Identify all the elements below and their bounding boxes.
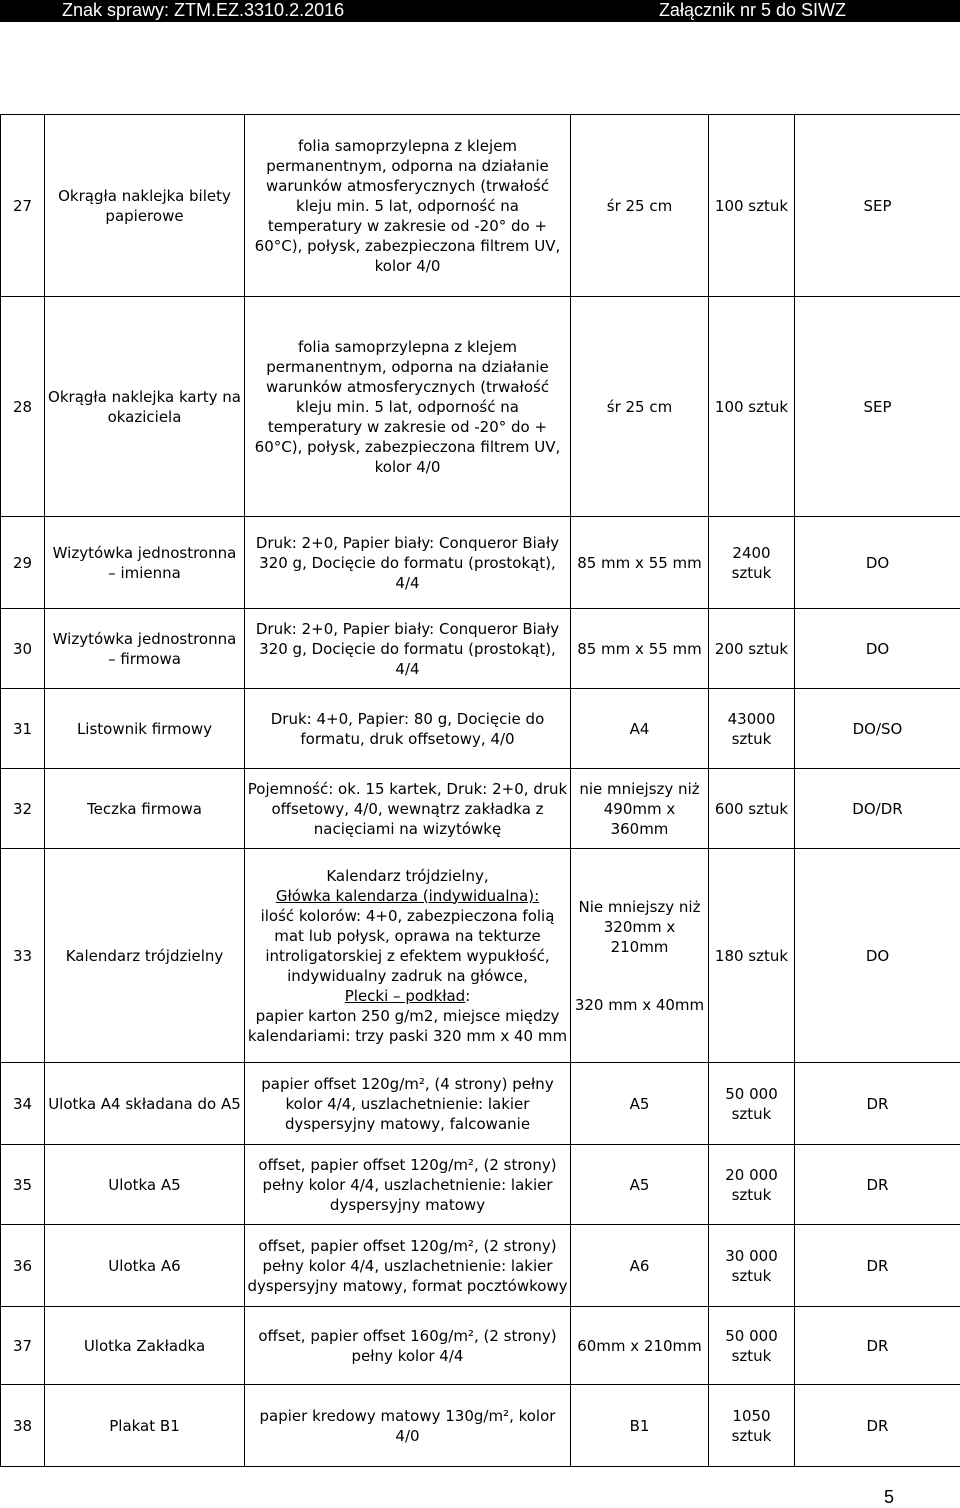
item-description: offset, papier offset 120g/m², (2 strony) pełny kolor 4/4, uszlachetnienie: lakier dyspersyjny matowy, format pocztówkowy bbox=[245, 1225, 571, 1307]
table-row bbox=[1, 1063, 960, 1145]
item-quantity: 50 000 sztuk bbox=[709, 1063, 795, 1145]
row-number: 35 bbox=[1, 1145, 45, 1225]
item-description: Druk: 4+0, Papier: 80 g, Docięcie do formatu, druk offsetowy, 4/0 bbox=[245, 689, 571, 769]
item-name: Wizytówka jednostronna – imienna bbox=[45, 517, 245, 609]
item-dimensions: 60mm x 210mm bbox=[571, 1307, 709, 1385]
table-row bbox=[1, 115, 960, 297]
item-dimensions: B1 bbox=[571, 1385, 709, 1467]
description-line: papier karton 250 g/m2, miejsce między kalendariami: trzy paski 320 mm x 40 mm bbox=[248, 1007, 567, 1045]
item-description: papier offset 120g/m², (4 strony) pełny kolor 4/4, uszlachetnienie: lakier dyspersyjny matowy, falcowanie bbox=[245, 1063, 571, 1145]
row-number: 28 bbox=[1, 297, 45, 517]
item-name: Listownik firmowy bbox=[45, 689, 245, 769]
row-number: 37 bbox=[1, 1307, 45, 1385]
item-name: Ulotka A6 bbox=[45, 1225, 245, 1307]
item-name: Kalendarz trójdzielny bbox=[45, 849, 245, 1063]
item-description: folia samoprzylepna z klejem permanentnym, odporna na działanie warunków atmosferycznych (trwałość kleju min. 5 lat, odporność na temperatury w zakresie od -20° do + 60°C), połysk, zabezpieczona filtrem UV, kolor 4/0 bbox=[245, 297, 571, 517]
item-quantity: 43000 sztuk bbox=[709, 689, 795, 769]
item-name: Ulotka Zakładka bbox=[45, 1307, 245, 1385]
item-dimensions: śr 25 cm bbox=[571, 297, 709, 517]
item-description: offset, papier offset 160g/m², (2 strony) pełny kolor 4/4 bbox=[245, 1307, 571, 1385]
table-row bbox=[1, 1145, 960, 1225]
description-line: ilość kolorów: 4+0, zabezpieczona folią mat lub połysk, oprawa na tekturze introligatorskiej z efektem wypukłość, indywidualny zadruk na główce, bbox=[261, 907, 555, 985]
row-number: 32 bbox=[1, 769, 45, 849]
row-number: 30 bbox=[1, 609, 45, 689]
page-number: 5 bbox=[884, 1487, 894, 1508]
item-description: Druk: 2+0, Papier biały: Conqueror Biały 320 g, Docięcie do formatu (prostokąt), 4/4 bbox=[245, 517, 571, 609]
item-quantity: 50 000 sztuk bbox=[709, 1307, 795, 1385]
item-description: Pojemność: ok. 15 kartek, Druk: 2+0, druk offsetowy, 4/0, wewnątrz zakładka z nacięciami na wizytówkę bbox=[245, 769, 571, 849]
item-delivery: DR bbox=[795, 1225, 960, 1307]
table-row bbox=[1, 1307, 960, 1385]
item-delivery: DO bbox=[795, 517, 960, 609]
item-name: Okrągła naklejka karty na okaziciela bbox=[45, 297, 245, 517]
item-quantity: 100 sztuk bbox=[709, 115, 795, 297]
item-name: Ulotka A5 bbox=[45, 1145, 245, 1225]
row-number: 36 bbox=[1, 1225, 45, 1307]
item-dimensions: śr 25 cm bbox=[571, 115, 709, 297]
row-number: 27 bbox=[1, 115, 45, 297]
item-dimensions: 85 mm x 55 mm bbox=[571, 517, 709, 609]
item-dimensions: A5 bbox=[571, 1063, 709, 1145]
item-name: Teczka firmowa bbox=[45, 769, 245, 849]
description-line: Kalendarz trójdzielny, bbox=[326, 867, 488, 885]
case-number: Znak sprawy: ZTM.EZ.3310.2.2016 bbox=[62, 0, 344, 21]
item-quantity: 1050 sztuk bbox=[709, 1385, 795, 1467]
item-delivery: DR bbox=[795, 1063, 960, 1145]
item-name: Ulotka A4 składana do A5 bbox=[45, 1063, 245, 1145]
item-name: Plakat B1 bbox=[45, 1385, 245, 1467]
table-row bbox=[1, 1225, 960, 1307]
item-delivery: DR bbox=[795, 1145, 960, 1225]
item-dimensions: nie mniejszy niż 490mm x 360mm bbox=[571, 769, 709, 849]
attachment-label: Załącznik nr 5 do SIWZ bbox=[659, 0, 846, 21]
dimension-line: Nie mniejszy niż 320mm x 210mm bbox=[573, 897, 706, 957]
row-number: 29 bbox=[1, 517, 45, 609]
dimension-line: 320 mm x 40mm bbox=[573, 995, 706, 1015]
item-description bbox=[245, 849, 571, 1063]
item-dimensions: A5 bbox=[571, 1145, 709, 1225]
page-header bbox=[0, 0, 960, 22]
item-dimensions: 85 mm x 55 mm bbox=[571, 609, 709, 689]
table-row bbox=[1, 609, 960, 689]
item-description: Druk: 2+0, Papier biały: Conqueror Biały 320 g, Docięcie do formatu (prostokąt), 4/4 bbox=[245, 609, 571, 689]
row-number: 34 bbox=[1, 1063, 45, 1145]
item-description: folia samoprzylepna z klejem permanentnym, odporna na działanie warunków atmosferycznych (trwałość kleju min. 5 lat, odporność na temperatury w zakresie od -20° do + 60°C), połysk, zabezpieczona filtrem UV, kolor 4/0 bbox=[245, 115, 571, 297]
products-table bbox=[0, 114, 960, 1467]
item-delivery: DR bbox=[795, 1385, 960, 1467]
table-row bbox=[1, 849, 960, 1063]
item-dimensions: A4 bbox=[571, 689, 709, 769]
item-quantity: 20 000 sztuk bbox=[709, 1145, 795, 1225]
description-colon: : bbox=[465, 987, 470, 1005]
item-quantity: 600 sztuk bbox=[709, 769, 795, 849]
item-delivery: DO/SO bbox=[795, 689, 960, 769]
item-description: offset, papier offset 120g/m², (2 strony) pełny kolor 4/4, uszlachetnienie: lakier dyspersyjny matowy bbox=[245, 1145, 571, 1225]
table-row bbox=[1, 517, 960, 609]
table-row bbox=[1, 1385, 960, 1467]
description-header: Główka kalendarza (indywidualna): bbox=[276, 887, 539, 905]
table-row bbox=[1, 689, 960, 769]
item-dimensions bbox=[571, 849, 709, 1063]
item-quantity: 180 sztuk bbox=[709, 849, 795, 1063]
item-delivery: DO/DR bbox=[795, 769, 960, 849]
item-name: Wizytówka jednostronna – firmowa bbox=[45, 609, 245, 689]
row-number: 38 bbox=[1, 1385, 45, 1467]
item-quantity: 2400 sztuk bbox=[709, 517, 795, 609]
item-delivery: DO bbox=[795, 849, 960, 1063]
item-delivery: SEP bbox=[795, 115, 960, 297]
item-quantity: 30 000 sztuk bbox=[709, 1225, 795, 1307]
row-number: 31 bbox=[1, 689, 45, 769]
item-description: papier kredowy matowy 130g/m², kolor 4/0 bbox=[245, 1385, 571, 1467]
item-quantity: 200 sztuk bbox=[709, 609, 795, 689]
description-header: Plecki – podkład bbox=[345, 987, 465, 1005]
item-dimensions: A6 bbox=[571, 1225, 709, 1307]
row-number: 33 bbox=[1, 849, 45, 1063]
item-delivery: SEP bbox=[795, 297, 960, 517]
table-row bbox=[1, 297, 960, 517]
item-quantity: 100 sztuk bbox=[709, 297, 795, 517]
table-row bbox=[1, 769, 960, 849]
item-delivery: DO bbox=[795, 609, 960, 689]
item-delivery: DR bbox=[795, 1307, 960, 1385]
item-name: Okrągła naklejka bilety papierowe bbox=[45, 115, 245, 297]
